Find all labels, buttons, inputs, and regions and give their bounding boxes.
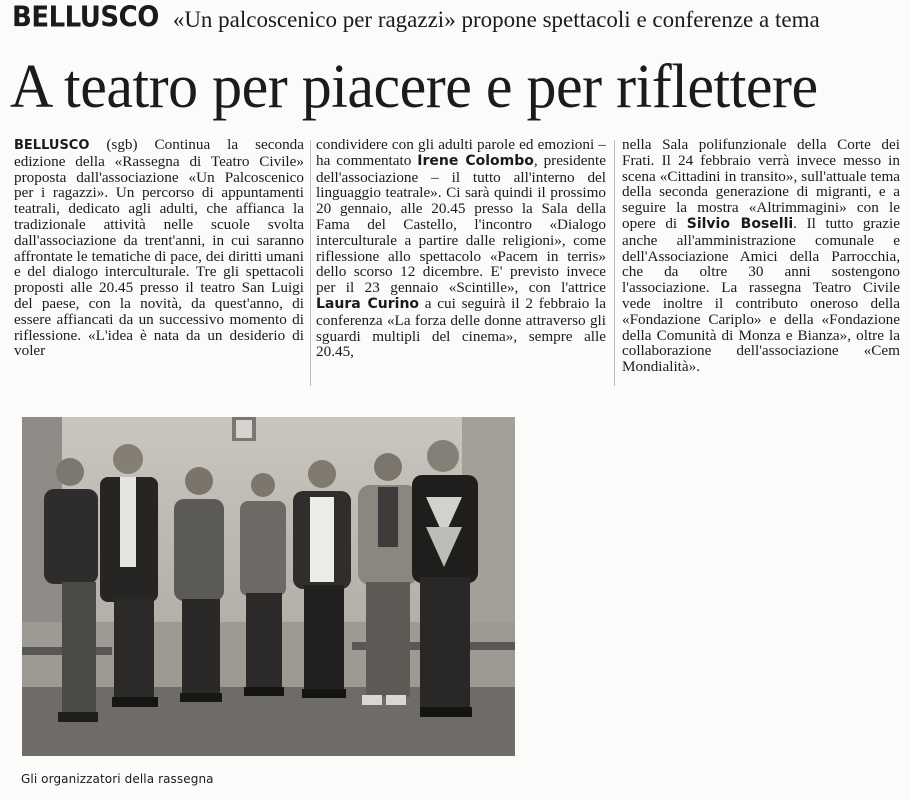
byline: BELLUSCO <box>14 138 90 153</box>
group-photo <box>22 417 515 756</box>
column-3-text-b: . Il tutto grazie anche all'amministrazione comunale e dell'Associazione Amici della Parrocchia, che da oltre 30 anni sostengono l'associazione. La rassegna Teatro Civile vede inoltre il contributo oneroso della «Fondazione Cariplo» e della «Fondazione della Comunità di Monza e Bianza», oltre la collaborazione dell'associazione «Cem Mondialità». <box>622 214 900 376</box>
person-name: Laura Curino <box>316 295 420 312</box>
person-name: Irene Colombo <box>417 152 534 169</box>
byline-tag: (sgb) <box>106 137 138 153</box>
article-column-2 <box>316 137 606 389</box>
photo-caption: Gli organizzatori della rassegna <box>21 772 214 786</box>
column-3-text-a: nella Sala polifunzionale della Corte dei Frati. Il 24 febbraio verrà invece messo in scena «Cittadini in transito», sull'attuale tema della seconda generazione di migranti, e a seguire la mostra «Altrimmagini» con le opere di <box>622 137 900 232</box>
person-name: Silvio Boselli <box>686 215 794 232</box>
headline: A teatro per piacere e per riflettere <box>10 51 818 121</box>
kicker <box>12 4 902 40</box>
kicker-subtitle: «Un palcoscenico per ragazzi» propone spettacoli e conferenze a tema <box>172 7 820 32</box>
article-body <box>14 137 899 389</box>
column-2-text-a: condividere con gli adulti parole ed emozioni – ha commentato <box>316 137 606 169</box>
kicker-place: BELLUSCO <box>12 4 159 34</box>
column-2-text-c: a cui seguirà il 2 febbraio la conferenza «La forza delle donne attraverso gli sguardi multipli del cinema», sempre alle 20.45, <box>316 294 606 361</box>
column-2-text-b: , presidente dell'associazione – il tutto all'interno del linguaggio teatrale». Ci sarà quindi il prossimo 20 gennaio, alle 20.45 presso la Sala della Fama del Castello, l'incontro «Dialogo interculturale a partire dalle religioni», come riflessione allo spettacolo «Pacem in terris» dello scorso 12 dicembre. E' previsto invece per il 23 gennaio «Scintille», con l'attrice <box>316 151 606 297</box>
article-column-3 <box>622 137 900 389</box>
article-column-1 <box>14 137 304 389</box>
group-photo-icon <box>22 417 515 756</box>
column-1-text: Continua la seconda edizione della «Rassegna di Teatro Civile» proposta dall'associazione «Un Palcoscenico per i ragazzi». Un percorso di appuntamenti teatrali, dedicato agli adulti, che affianca la tradizionale attività nelle scuole svolta dall'associazione da trent'anni, in cui saranno affrontate le tematiche di pace, dei diritti umani e del dialogo interculturale. Tre gli spettacoli proposti alle 20.45 presso il teatro San Luigi del paese, con la novità, da quest'anno, di essere affiancati da un successivo momento di riflessione. «L'idea è nata da un desiderio di voler <box>14 137 304 360</box>
